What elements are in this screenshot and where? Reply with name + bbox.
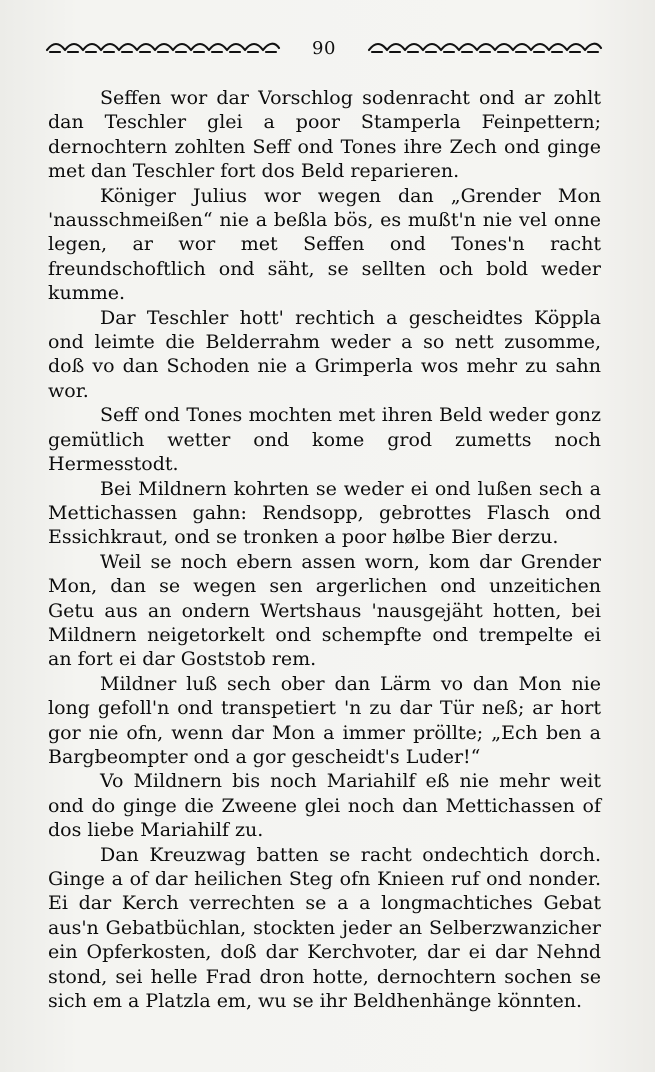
paragraph: Dan Kreuzwag batten se racht ondechtich dorch. Ginge a of dar heilichen Steg ofn Knieen ruf ond nonder. Ei dar Kerch verrechten se a a longmachtiches Gebat aus'n Gebatbüchlan, stockten jeder an Selberzwanzicher ein Opferkosten, doß dar Kerchvoter, dar ei dar Nehnd stond, sei helle Frad dron hotte, dernochtern sochen se sich em a Platzla em, wu se ihr Beldhenhänge könnten. — [48, 843, 601, 1013]
left-ornament-icon — [44, 40, 282, 56]
paragraph: Vo Mildnern bis noch Mariahilf eß nie mehr weit ond do ginge die Zweene glei noch dan Mettichassen of dos liebe Mariahilf zu. — [48, 770, 601, 842]
paragraph: Weil se noch ebern assen worn, kom dar Grender Mon, dan se wegen sen argerlichen ond unzeitichen Getu aus an ondern Wertshaus 'nausgejäht hotten, bei Mildnern neigetorkelt ond schempfte ond trempelte ei an fort ei dar Goststob rem. — [48, 550, 601, 671]
paragraph: Seffen wor dar Vorschlog sodenracht ond ar zohlt dan Teschler glei a poor Stamperla Feinpettern; dernochtern zohlten Seff ond Tones ihre Zech ond ginge met dan Teschler fort dos Beld reparieren. — [48, 87, 601, 183]
page-text — [48, 86, 601, 1013]
paragraph: Bei Mildnern kohrten se weder ei ond lußen sech a Mettichassen gahn: Rendsopp, gebrottes Flasch ond Essichkraut, ond se tronken a poor hølbe Bier derzu. — [48, 477, 601, 549]
paragraph: Seff ond Tones mochten met ihren Beld weder gonz gemütlich wetter ond kome grod zumetts noch Hermesstodt. — [48, 404, 601, 476]
paragraph: Dar Teschler hott' rechtich a gescheidtes Köppla ond leimte die Belderrahm weder a so nett zusomme, doß vo dan Schoden nie a Grimperla wos mehr zu sahn wor. — [48, 306, 601, 402]
right-ornament-icon — [366, 40, 604, 56]
paragraph: Mildner luß sech ober dan Lärm vo dan Mon nie long gefoll'n ond transpetiert 'n zu dar Tür neß; ar hort gor nie ofn, wenn dar Mon a immer pröllte; „Ech ben a Bargbeompter ond a gor gescheidt's Luder!“ — [48, 672, 601, 768]
page-header — [44, 36, 604, 60]
paragraph: Königer Julius wor wegen dan „Grender Mon 'nausschmeißen“ nie a beßla bös, es mußt'n nie vel onne legen, ar wor met Seffen ond Tones'n racht freundschoftlich ond säht, se sellten och bold weder kumme. — [48, 184, 601, 305]
page-number: 90 — [312, 37, 336, 59]
